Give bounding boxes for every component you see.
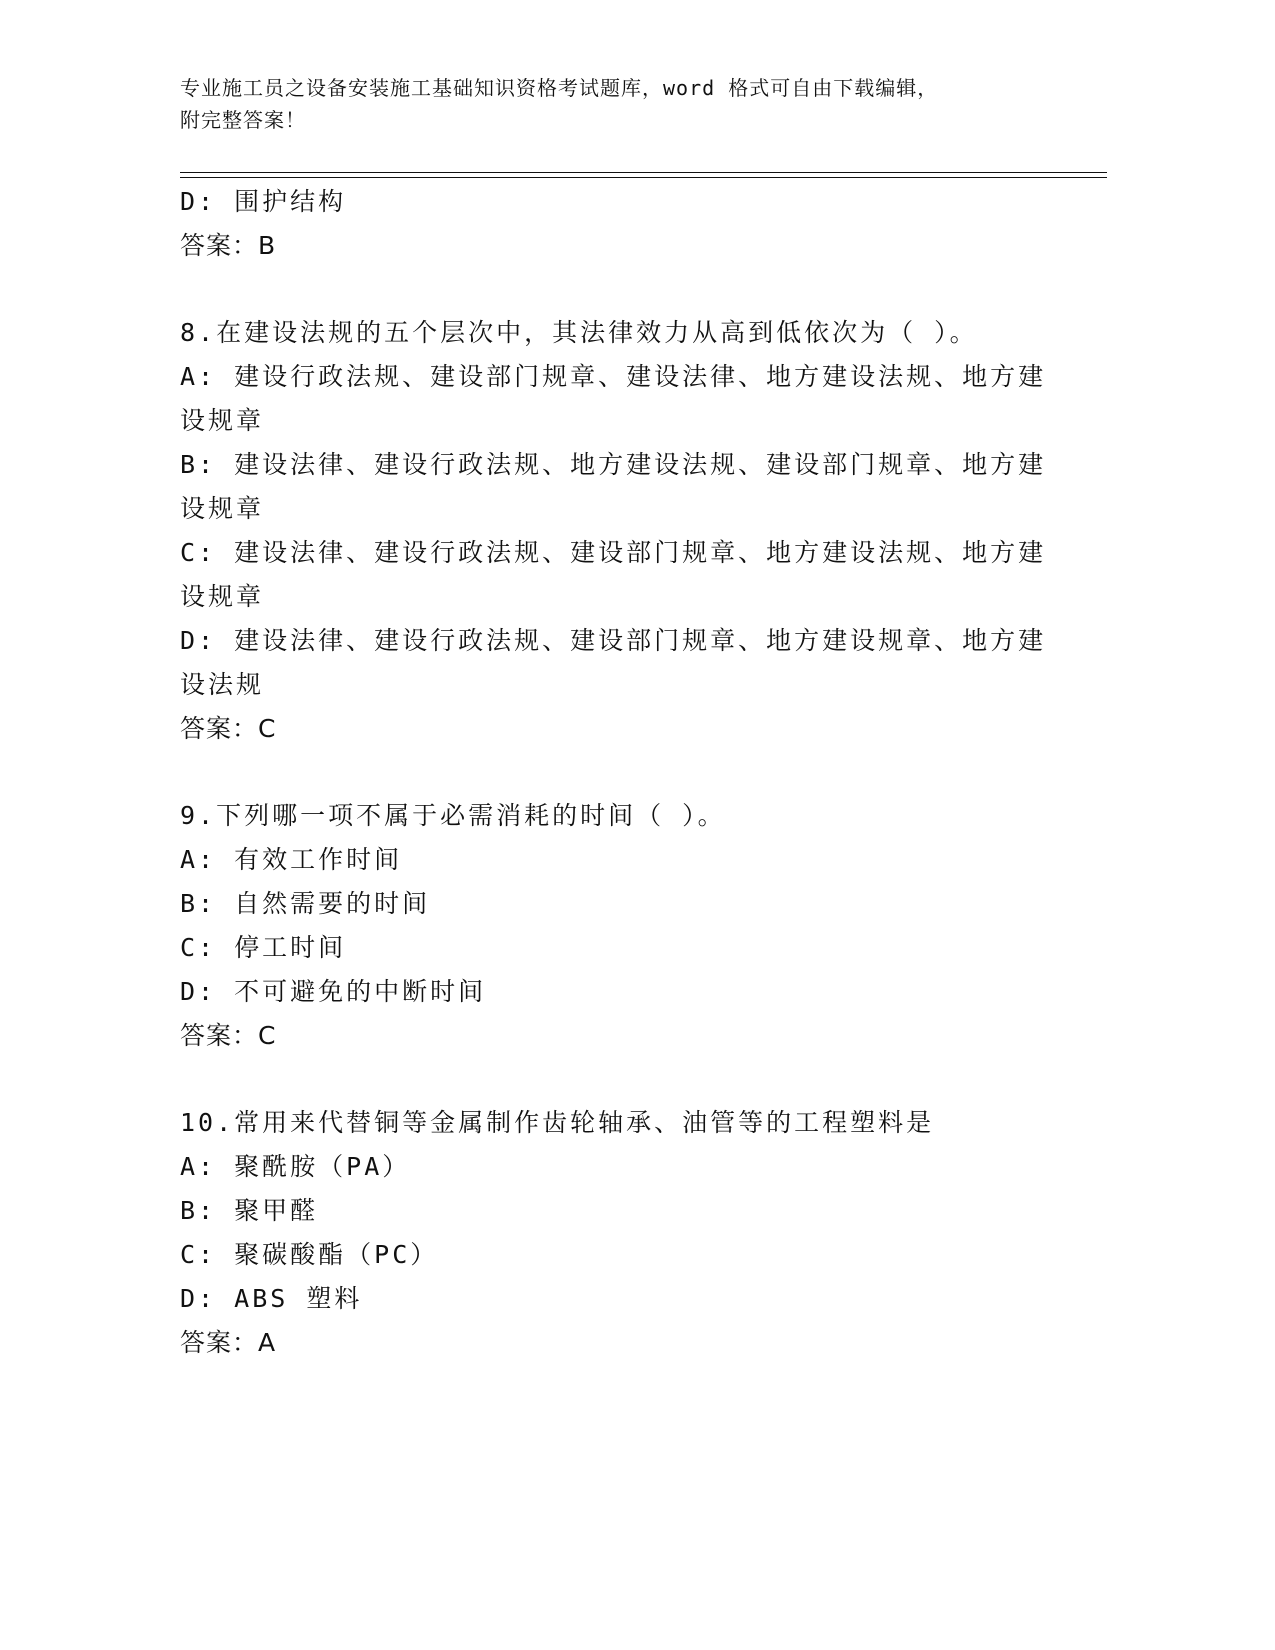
answer-text: 答案：A	[180, 1328, 277, 1357]
option-b: B: 自然需要的时间	[180, 889, 431, 918]
option-a-continued: 设规章	[180, 406, 265, 435]
option-d: D: 建设法律、建设行政法规、建设部门规章、地方建设规章、地方建	[180, 626, 1047, 655]
option-c-continued: 设规章	[180, 582, 265, 611]
header-divider-top	[180, 172, 1107, 173]
answer-text: 答案：C	[180, 1021, 277, 1050]
question-10	[180, 1101, 1080, 1365]
option-b: B: 聚甲醛	[180, 1196, 319, 1225]
option-c: C: 停工时间	[180, 933, 347, 962]
option-a: A: 聚酰胺（PA）	[180, 1152, 411, 1181]
question-spacer	[180, 751, 1080, 794]
option-b-continued: 设规章	[180, 494, 265, 523]
option-b: B: 建设法律、建设行政法规、地方建设法规、建设部门规章、地方建	[180, 450, 1047, 479]
question-9	[180, 794, 1080, 1058]
question-content	[180, 180, 1080, 1365]
option-d: D: 围护结构	[180, 187, 347, 216]
option-d: D: 不可避免的中断时间	[180, 977, 487, 1006]
option-c: C: 建设法律、建设行政法规、建设部门规章、地方建设法规、地方建	[180, 538, 1047, 567]
option-d-continued: 设法规	[180, 670, 265, 699]
previous-question-tail	[180, 180, 1080, 268]
option-a: A: 有效工作时间	[180, 845, 403, 874]
header-line-1: 专业施工员之设备安装施工基础知识资格考试题库，word 格式可自由下载编辑，	[180, 76, 939, 100]
header-line-2: 附完整答案！	[180, 108, 306, 132]
option-c: C: 聚碳酸酯（PC）	[180, 1240, 439, 1269]
question-spacer	[180, 1058, 1080, 1101]
question-stem: 9.下列哪一项不属于必需消耗的时间（ ）。	[180, 801, 726, 830]
header-divider-bottom	[180, 177, 1107, 178]
question-stem: 8.在建设法规的五个层次中，其法律效力从高到低依次为（ ）。	[180, 318, 978, 347]
document-header	[180, 72, 1060, 136]
option-d: D: ABS 塑料	[180, 1284, 363, 1313]
option-a: A: 建设行政法规、建设部门规章、建设法律、地方建设法规、地方建	[180, 362, 1047, 391]
answer-text: 答案：C	[180, 714, 277, 743]
answer-text: 答案：B	[180, 231, 277, 260]
question-stem: 10.常用来代替铜等金属制作齿轮轴承、油管等的工程塑料是	[180, 1108, 935, 1137]
question-spacer	[180, 268, 1080, 311]
question-8	[180, 311, 1080, 751]
